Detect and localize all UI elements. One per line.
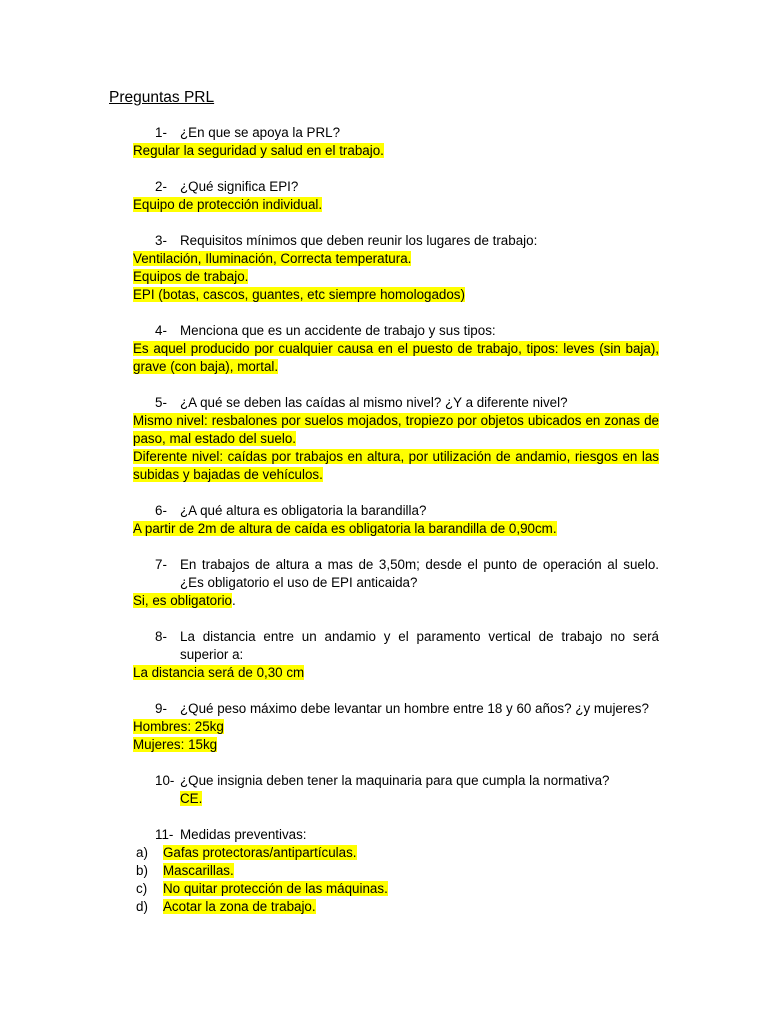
question-9 <box>133 700 659 718</box>
question-7 <box>133 556 659 592</box>
question-text: ¿Qué peso máximo debe levantar un hombre entre 18 y 60 años? ¿y mujeres? <box>180 701 649 716</box>
question-number: 8- <box>155 629 167 644</box>
list-item-text: Gafas protectoras/antipartículas. <box>163 845 357 860</box>
question-text: Requisitos mínimos que deben reunir los lugares de trabajo: <box>180 233 538 248</box>
list-item-letter: c) <box>136 881 148 896</box>
answer-text: Regular la seguridad y salud en el trabajo. <box>133 143 384 158</box>
question-text: En trabajos de altura a mas de 3,50m; desde el punto de operación al suelo. ¿Es obligatorio el uso de EPI anticaida? <box>180 557 659 590</box>
answer-text: Mismo nivel: resbalones por suelos mojados, tropiezo por objetos ubicados en zonas de paso, mal estado del suelo. <box>133 413 659 446</box>
question-number: 2- <box>155 179 167 194</box>
list-item <box>133 862 659 880</box>
question-text: ¿Qué significa EPI? <box>180 179 299 194</box>
question-10 <box>133 772 659 790</box>
answer-9b <box>133 736 659 754</box>
answer-7 <box>133 592 659 610</box>
question-number: 5- <box>155 395 167 410</box>
question-text: ¿En que se apoya la PRL? <box>180 125 341 140</box>
question-1 <box>133 124 659 142</box>
answer-text: Equipo de protección individual. <box>133 197 323 212</box>
answer-10 <box>133 790 659 808</box>
question-2 <box>133 178 659 196</box>
answer-3b <box>133 268 659 286</box>
answer-5b <box>133 448 659 484</box>
answer-suffix: . <box>232 593 236 608</box>
answer-text: Hombres: 25kg <box>133 719 224 734</box>
question-number: 10- <box>155 773 175 788</box>
answer-text: Mujeres: 15kg <box>133 737 218 752</box>
answer-6 <box>133 520 659 538</box>
list-item-text: Acotar la zona de trabajo. <box>163 899 316 914</box>
question-3 <box>133 232 659 250</box>
list-item <box>133 880 659 898</box>
question-number: 7- <box>155 557 167 572</box>
question-11 <box>133 826 659 844</box>
answer-2 <box>133 196 659 214</box>
document-body <box>133 124 659 916</box>
question-number: 1- <box>155 125 167 140</box>
answer-text: La distancia será de 0,30 cm <box>133 665 305 680</box>
list-item-letter: a) <box>136 845 148 860</box>
answer-text: Diferente nivel: caídas por trabajos en altura, por utilización de andamio, riesgos en las subidas y bajadas de vehículos. <box>133 449 659 482</box>
question-number: 6- <box>155 503 167 518</box>
list-item <box>133 898 659 916</box>
answer-9a <box>133 718 659 736</box>
answer-text: EPI (botas, cascos, guantes, etc siempre homologados) <box>133 287 465 302</box>
list-item-text: No quitar protección de las máquinas. <box>163 881 388 896</box>
answer-text: A partir de 2m de altura de caída es obligatoria la barandilla de 0,90cm. <box>133 521 557 536</box>
question-number: 4- <box>155 323 167 338</box>
answer-5a <box>133 412 659 448</box>
question-4 <box>133 322 659 340</box>
list-item-text: Mascarillas. <box>163 863 234 878</box>
list-item-letter: d) <box>136 899 148 914</box>
question-6 <box>133 502 659 520</box>
list-item-letter: b) <box>136 863 148 878</box>
question-text: ¿Que insignia deben tener la maquinaria para que cumpla la normativa? <box>180 773 610 788</box>
question-5 <box>133 394 659 412</box>
question-number: 11- <box>155 827 174 842</box>
question-text: Menciona que es un accidente de trabajo y sus tipos: <box>180 323 496 338</box>
answer-text: Es aquel producido por cualquier causa en el puesto de trabajo, tipos: leves (sin baja), grave (con baja), mortal. <box>133 341 659 374</box>
answer-text: Si, es obligatorio <box>133 593 232 608</box>
question-number: 3- <box>155 233 167 248</box>
answer-4 <box>133 340 659 376</box>
answer-text: Equipos de trabajo. <box>133 269 249 284</box>
question-text: ¿A qué altura es obligatoria la barandilla? <box>180 503 427 518</box>
question-text: Medidas preventivas: <box>180 827 307 842</box>
answer-8 <box>133 664 659 682</box>
answer-3c <box>133 286 659 304</box>
list-item <box>133 844 659 862</box>
question-text: La distancia entre un andamio y el paramento vertical de trabajo no será superior a: <box>180 629 659 662</box>
page-title: Preguntas PRL <box>109 89 215 106</box>
question-number: 9- <box>155 701 167 716</box>
answer-3a <box>133 250 659 268</box>
answer-text: Ventilación, Iluminación, Correcta temperatura. <box>133 251 412 266</box>
answer-1 <box>133 142 659 160</box>
question-8 <box>133 628 659 664</box>
answer-text: CE. <box>180 791 203 806</box>
question-text: ¿A qué se deben las caídas al mismo nivel? ¿Y a diferente nivel? <box>180 395 568 410</box>
